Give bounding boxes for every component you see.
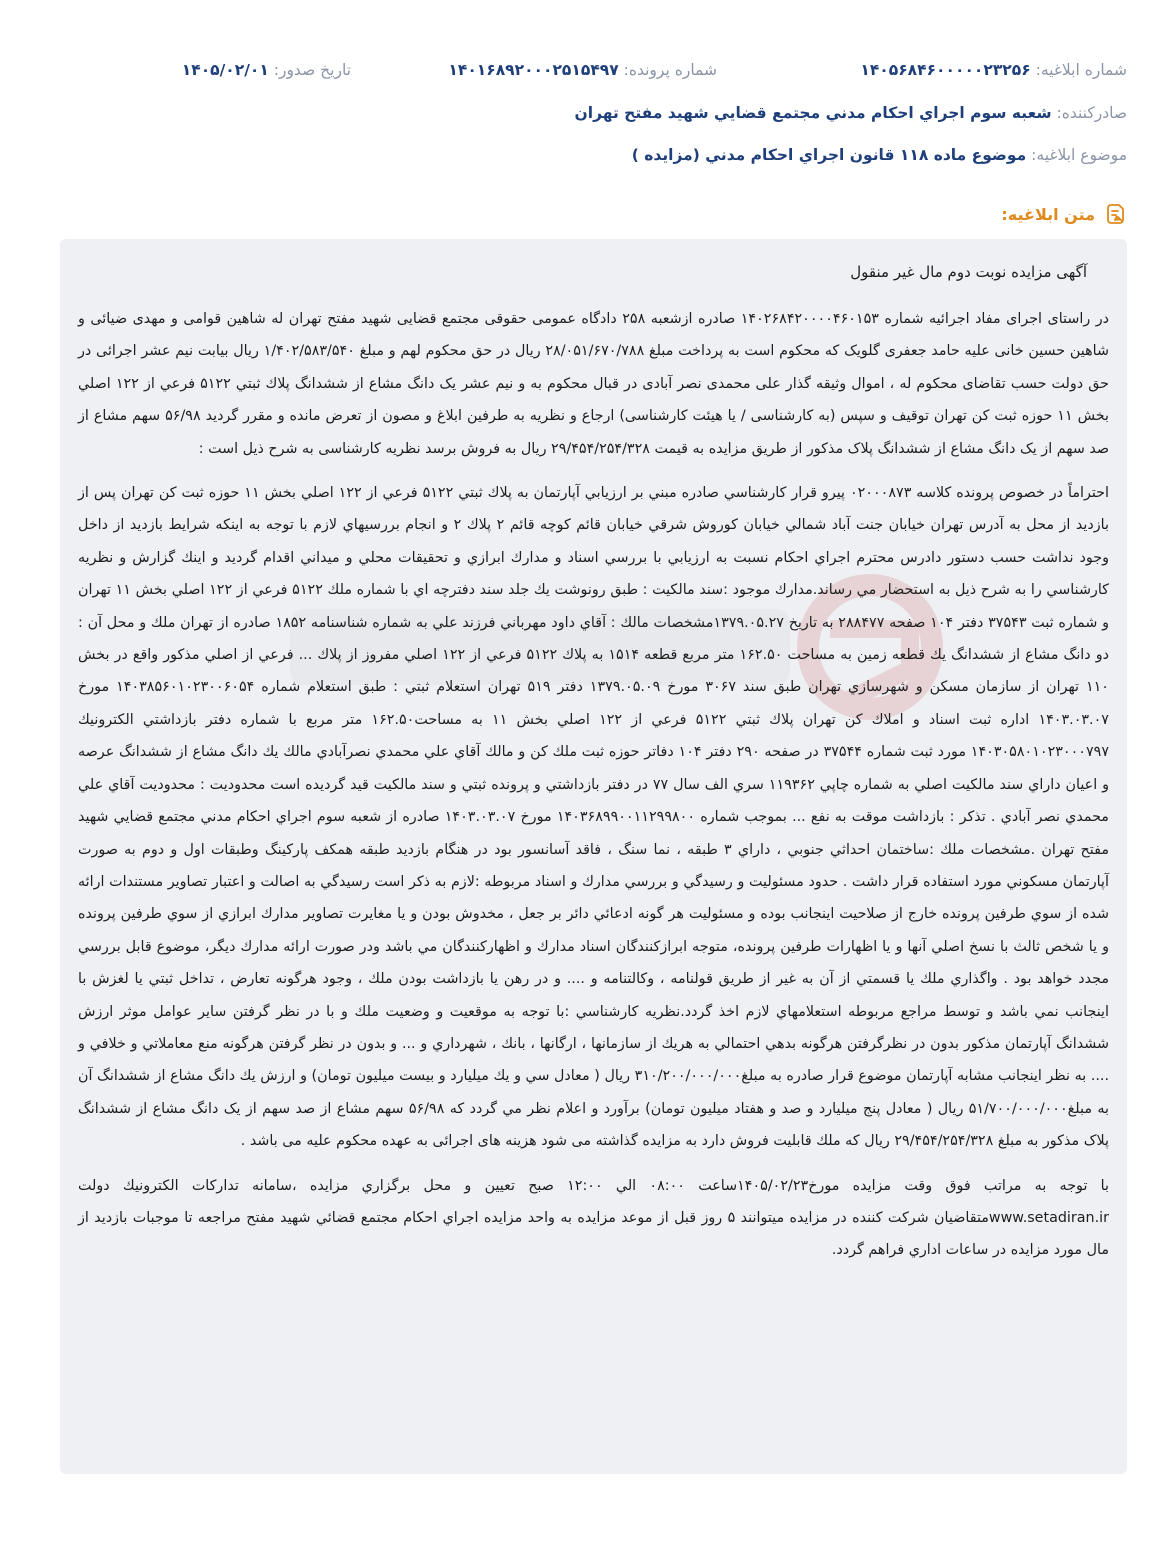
subject-label: موضوع ابلاغیه:: [1031, 146, 1127, 164]
section-title-label: متن ابلاغیه:: [1001, 204, 1095, 224]
issue-date: [182, 58, 351, 82]
notice-paragraph-2: احتراماً در خصوص پرونده كلاسه ۰۲۰۰۰۸۷۳ پيرو قرار كارشناسي صادره مبني بر ارزيابي آپارتمان به پلاك ثبتي ۵۱۲۲ فرعي از ۱۲۲ اصلي بخش ۱۱ حوزه ثبت كن تهران پس از بازديد از محل به آدرس تهران خيابان جنت آباد شمالي خيابان كوروش شرقي خيابان قائم كوچه قائم ۲ پلاك ۲ و انجام بررسيهاي لازم با توجه به اينكه شرايط بازديد از داخل وجود نداشت حسب دستور دادرس محترم اجراي احكام نسبت به ارزيابي با بررسي اسناد و مدارك ابرازي و تحقيقات محلي و ميداني اقدام گرديد و اينك گزارش و نظريه كارشناسي را به شرح ذيل به استحضار مي رساند.مدارك موجود :سند مالكيت : طبق رونوشت يك جلد سند دفترچه اي با شماره ملك ۵۱۲۲ فرعي از ۱۲۲ اصلي بخش ۱۱ تهران و شماره ثبت ۳۷۵۴۳ دفتر ۱۰۴ صفحه ۲۸۸۴۷۷ به تاريخ ۱۳۷۹.۰۵.۲۷مشخصات مالك : آقاي داود مهرباني فرزند علي به شماره شناسنامه ۱۸۵۲ صادره از تهران ملك و محل آن : دو دانگ مشاع از ششدانگ يك قطعه زمين به مساحت ۱۶۲.۵۰ متر مربع قطعه ۱۵۱۴ به پلاك ۵۱۲۲ فرعي از ۱۲۲ اصلي مفروز از پلاك ... فرعي از اصلي مذكور واقع در بخش ۱۱۰ تهران از سازمان مسكن و شهرسازي تهران طبق سند ۳۰۶۷ مورخ ۱۳۷۹.۰۵.۰۹ دفتر ۵۱۹ تهران استعلام ثبتي : طبق استعلام شماره ۱۴۰۳۸۵۶۰۱۰۲۳۰۰۶۰۵۴ مورخ ۱۴۰۳.۰۳.۰۷ اداره ثبت اسناد و املاك كن تهران پلاك ثبتي ۵۱۲۲ فرعي از ۱۲۲ اصلي بخش ۱۱ به مساحت۱۶۲.۵۰ متر مربع با شماره دفتر بازداشتي الكترونيك ۱۴۰۳۰۵۸۰۱۰۲۳۰۰۰۷۹۷ مورد ثبت شماره ۳۷۵۴۴ در صفحه ۲۹۰ دفتر ۱۰۴ دفاتر حوزه ثبت ملك كن و مالك آقاي علي محمدي نصرآبادي مالك يك دانگ مشاع از ششدانگ عرصه و اعيان داراي سند مالكيت اصلي به شماره چاپي ۱۱۹۳۶۲ سري الف سال ۷۷ در دفتر بازداشتي و پرونده ثبتي و سند مالكيت قيد گرديده است محدوديت : محدوديت آقاي علي محمدي نصر آبادي . تذكر : بازداشت موقت به نفع ... بموجب شماره ۱۴۰۳۶۸۹۹۰۰۱۱۲۹۹۸۰۰ مورخ ۱۴۰۳.۰۳.۰۷ صادره از شعبه سوم اجراي احكام مدني مجتمع قضايي شهيد مفتح تهران .مشخصات ملك :ساختمان احداثي جنوبي ، داراي ۳ طبقه ، نما سنگ ، فاقد آسانسور بود در هنگام بازديد طبقه همكف پاركينگ وطبقات اول و دوم به صورت آپارتمان مسكوني مورد استفاده قرار داشت . حدود مسئوليت و رسيدگي و بررسي مدارك و اسناد مربوطه :لازم به ذكر است رسيدگي به اصالت و اعتبار تصاوير مستندات ارائه شده از سوي طرفين پرونده خارج از صلاحيت اينجانب بوده و مسئوليت هر گونه ادعائي دائر بر جعل ، مخدوش بودن و يا مغايرت تصاوير مدارك ابرازي از سوي طرفين پرونده و يا شخص ثالث با نسخ اصلي آنها و يا اظهارات طرفين پرونده، متوجه ابرازكنندگان اسناد مدارك و اظهاركنندگان مي باشد ودر صورت ارائه مدارك ديگر، موضوع قابل بررسي مجدد خواهد بود . واگذاري ملك يا قسمتي از آن به غير از طريق قولنامه ، وكالتنامه و .... و در رهن يا بازداشت بودن ملك ، وجود هرگونه تعارض ، تداخل ثبتي يا لغزش با اينجانب نمي باشد و توسط مراجع مربوطه استعلامهاي لازم اخذ گردد.نظريه كارشناسي :با توجه به موقعيت و وضعيت ملك و با در نظر گرفتن ساير عوامل موثر ارزش ششدانگ آپارتمان مذكور بدون در نظرگرفتن هرگونه بدهي احتمالي به هريك از سازمانها ، ارگانها ، بانك ، شهرداري و ... و بدون در نظر گرفتن هرگونه منع معاملاتي و خلافي و .... به نظر اينجانب مشابه آپارتمان موضوع قرار صادره به مبلغ۳۱۰/۲۰۰/۰۰۰/۰۰۰ ريال ( معادل سي و يك ميليارد و بيست ميليون تومان) و ارزش يك دانگ مشاع از ششدانگ آن به مبلغ۵۱/۷۰۰/۰۰۰/۰۰۰ ريال ( معادل پنج ميليارد و صد و هفتاد ميليون تومان) برآورد و اعلام نظر مي گردد که ۵۶/۹۸ سهم مشاع از صد سهم از یک دانگ مشاع از ششدانگ پلاک مذکور به مبلغ ۲۹/۴۵۴/۲۵۴/۳۲۸ ریال که ملك قابلیت فروش دارد به مزایده گذاشته می شود هزینه های اجرائی به عهده محکوم علیه می باشد .: [78, 485, 1110, 1150]
notice-paragraph-3: با توجه به مراتب فوق وقت مزايده مورخ۱۴۰۵/۰۲/۲۳ساعت ۰۸:۰۰ الي ۱۲:۰۰ صبح تعيين و محل برگزاري مزايده ،سامانه تداركات الكترونيك دولت www.setadiran.irمتقاضيان شركت كننده در مزايده ميتوانند ۵ روز قبل از موعد مزايده به واحد مزايده اجراي احكام مجتمع قضائي شهيد مفتح مراجعه تا موجبات بازديد از مال مورد مزايده در ساعات اداري فراهم گردد.: [78, 1177, 1109, 1259]
notice-number-value: ۱۴۰۵۶۸۴۶۰۰۰۰۰۲۳۲۵۶: [860, 61, 1031, 79]
notice-heading: آگهی مزایده نوبت دوم مال غیر منقول: [850, 263, 1087, 281]
subject-value: موضوع ماده ۱۱۸ قانون اجراي احكام مدني (مزايده ): [631, 146, 1027, 164]
notice-paragraph-1: در راستای اجرای مفاد اجرائیه شماره ۱۴۰۲۶۸۴۲۰۰۰۰۴۶۰۱۵۳ صادره ازشعبه ۲۵۸ دادگاه عمومی حقوقی مجتمع قضایی شهید مفتح تهران له شاهین قوامی و مهدی ضیائی و شاهین حسین خانی علیه حامد جعفری گلویک که محکوم است به پرداخت مبلغ ۲۸/۰۵۱/۶۷۰/۷۸۸ ریال در حق محکوم لهم و مبلغ ۱/۴۰۲/۵۸۳/۵۴۰ ریال بیابت نیم عشر اجرائی در حق دولت حسب تقاضای محکوم له ، اموال وثیقه گذار علی محمدی نصر آبادی در قبال محکوم به و نیم عشر یک دانگ مشاع از ششدانگ پلاك ثبتي ۵۱۲۲ فرعي از ۱۲۲ اصلي بخش ۱۱ حوزه ثبت كن تهران توقیف و سپس (به کارشناسی / یا هیئت کارشناسی) ارجاع و نظریه به طرفین ابلاغ و مصون از تعرض مانده و مقرر گردید ۵۶/۹۸ سهم مشاع از صد سهم از یک دانگ مشاع از ششدانگ پلاک مذکور از طریق مزایده به قیمت ۲۹/۴۵۴/۲۵۴/۳۲۸ ریال به فروش برسد نظریه کارشناسی به شرح ذیل است :: [78, 311, 1110, 457]
issuer-row: [47, 101, 1127, 125]
notice-number: [860, 58, 1127, 82]
case-number-label: شماره پرونده:: [623, 61, 717, 79]
issuer-value: شعبه سوم اجراي احكام مدني مجتمع قضايي شهيد مفتح تهران: [574, 104, 1052, 122]
case-number-value: ۱۴۰۱۶۸۹۲۰۰۰۲۵۱۵۴۹۷: [448, 61, 619, 79]
case-number: [448, 58, 717, 82]
issuer-label: صادرکننده:: [1056, 104, 1127, 122]
issue-date-value: ۱۴۰۵/۰۲/۰۱: [181, 61, 269, 79]
notice-text-section-title: [1001, 202, 1127, 226]
document-note-icon: [1103, 202, 1127, 226]
notice-number-label: شماره ابلاغیه:: [1035, 61, 1127, 79]
notice-body-box: [60, 239, 1127, 1474]
issue-date-label: تاریخ صدور:: [273, 61, 351, 79]
subject-row: [47, 143, 1127, 167]
